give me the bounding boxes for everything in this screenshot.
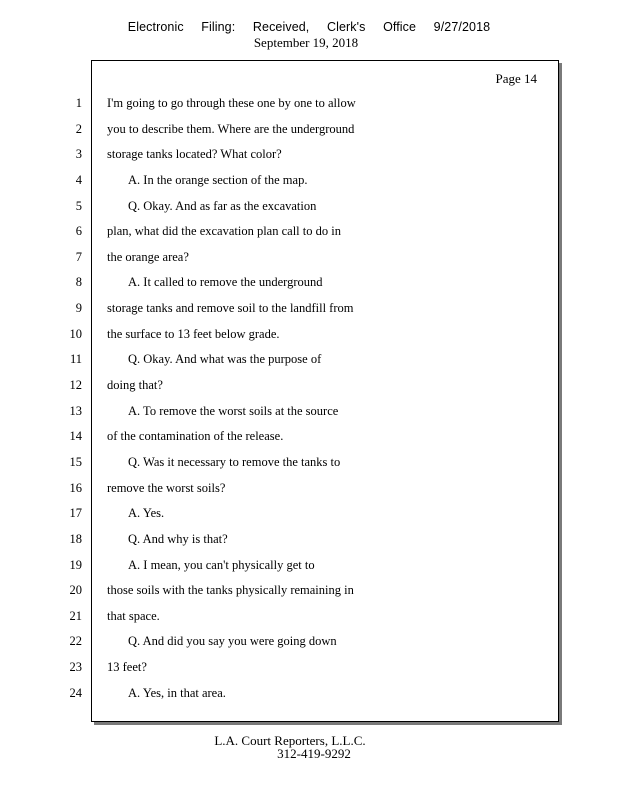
line-number: 8 xyxy=(75,275,82,290)
line-number: 18 xyxy=(69,531,82,546)
line-number: 6 xyxy=(75,224,82,239)
line-number: 2 xyxy=(75,121,82,136)
filing-stamp-word: Clerk's xyxy=(326,20,366,34)
transcript-date: September 19, 2018 xyxy=(253,35,359,50)
transcript-line: A. In the orange section of the map. xyxy=(128,172,308,187)
line-number: 5 xyxy=(75,198,82,213)
line-number: 17 xyxy=(69,506,82,521)
transcript-line: A. Yes, in that area. xyxy=(128,685,226,700)
transcript-line: storage tanks located? What color? xyxy=(107,147,282,162)
line-number: 16 xyxy=(69,480,82,495)
transcript-line: Q. Okay. And as far as the excavation xyxy=(128,198,317,213)
line-number: 24 xyxy=(69,685,82,700)
transcript-line: of the contamination of the release. xyxy=(107,429,284,444)
transcript-line: those soils with the tanks physically remaining in xyxy=(107,583,354,598)
filing-stamp-word: Office xyxy=(383,20,417,34)
transcript-line: 13 feet? xyxy=(107,660,147,675)
electronic-filing-stamp xyxy=(0,20,618,34)
transcript-line: remove the worst soils? xyxy=(107,480,226,495)
transcript-line: A. It called to remove the underground xyxy=(128,275,323,290)
line-number: 11 xyxy=(69,352,82,367)
transcript-line: Q. And why is that? xyxy=(128,531,228,546)
line-number: 13 xyxy=(69,403,82,418)
filing-stamp-word: Filing: xyxy=(201,20,236,34)
transcript-line: the surface to 13 feet below grade. xyxy=(107,326,280,341)
filing-stamp-date: 9/27/2018 xyxy=(433,20,491,34)
transcript-line: A. To remove the worst soils at the source xyxy=(128,403,339,418)
page-number: Page 14 xyxy=(495,71,537,86)
transcript-line: A. Yes. xyxy=(128,506,165,521)
line-number: 23 xyxy=(69,660,82,675)
line-number: 1 xyxy=(75,96,82,110)
line-number: 14 xyxy=(69,429,82,444)
transcript-line: plan, what did the excavation plan call to do in xyxy=(107,224,341,239)
transcript-line: you to describe them. Where are the underground xyxy=(107,121,355,136)
transcript-line: Q. Was it necessary to remove the tanks to xyxy=(128,454,341,469)
transcript-line: Q. Okay. And what was the purpose of xyxy=(128,352,322,367)
line-number-column xyxy=(60,93,82,708)
line-number: 22 xyxy=(69,634,82,649)
filing-stamp-word: Electronic xyxy=(127,20,184,34)
transcript-line: storage tanks and remove soil to the landfill from xyxy=(107,301,354,316)
transcript-line: I'm going to go through these one by one to allow xyxy=(107,96,356,110)
court-reporter-name: L.A. Court Reporters, L.L.C. xyxy=(214,733,366,748)
line-number: 9 xyxy=(75,301,82,316)
transcript-line: Q. And did you say you were going down xyxy=(128,634,337,649)
line-number: 4 xyxy=(75,172,82,187)
transcript-line: that space. xyxy=(107,608,160,623)
court-reporter-phone: 312-419-9292 xyxy=(277,746,351,761)
line-number: 19 xyxy=(69,557,82,572)
transcript-line: A. I mean, you can't physically get to xyxy=(128,557,315,572)
transcript-line: the orange area? xyxy=(107,249,189,264)
transcript-text xyxy=(107,93,407,708)
line-number: 10 xyxy=(69,326,82,341)
line-number: 15 xyxy=(69,454,82,469)
filing-stamp-word: Received, xyxy=(252,20,310,34)
line-number: 7 xyxy=(75,249,82,264)
line-number: 21 xyxy=(69,608,82,623)
line-number: 20 xyxy=(69,583,82,598)
line-number: 3 xyxy=(75,147,82,162)
transcript-line: doing that? xyxy=(107,378,163,393)
line-number: 12 xyxy=(69,378,82,393)
